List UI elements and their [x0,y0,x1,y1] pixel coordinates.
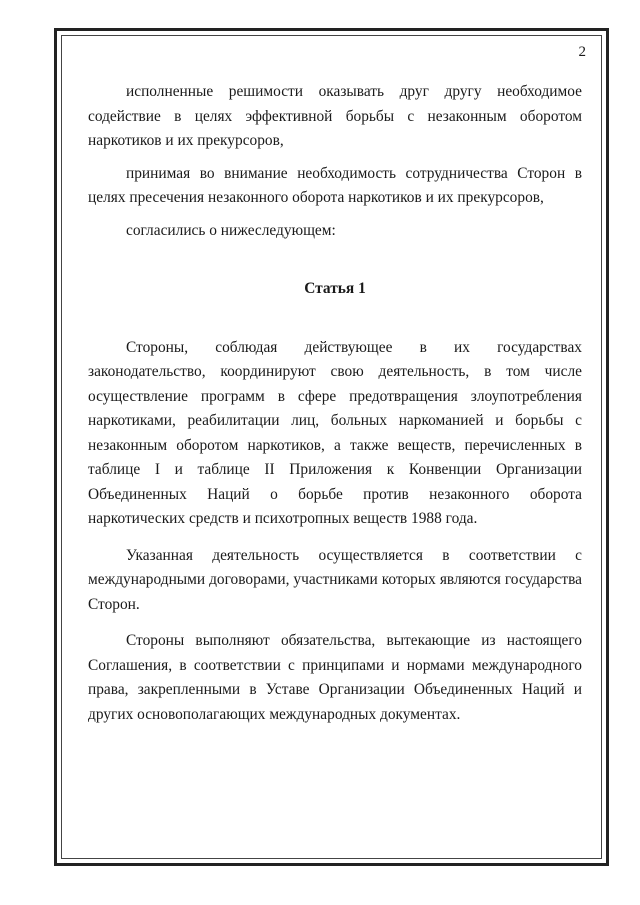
preamble-paragraph: согласились о нижеследующем: [126,221,336,239]
page-number: 2 [578,44,586,60]
preamble-paragraph: принимая во внимание необходимость сотрудничества Сторон в целях пресечения незаконного оборота наркотиков и их прекурсоров, [88,164,582,206]
document-body [88,80,582,727]
preamble-paragraph: исполненные решимости оказывать друг другу необходимое содействие в целях эффективной борьбы с незаконным оборотом наркотиков и их прекурсоров, [88,83,582,149]
article-title: Статья 1 [304,280,366,297]
article-paragraph: Стороны выполняют обязательства, вытекающие из настоящего Соглашения, в соответствии с принципами и нормами международного права, закрепленными в Уставе Организации Объединенных Наций и других основополагающих международных документах. [88,632,582,723]
article-paragraph: Стороны, соблюдая действующее в их государствах законодательство, координируют свою деятельность, в том числе осуществление программ в сфере предотвращения злоупотребления наркотиками, реабилитации лиц, больных наркоманией и борьбы с незаконным оборотом наркотиков, а также веществ, перечисленных в таблице I и таблице II Приложения к Конвенции Организации Объединенных Наций о борьбе против незаконного оборота наркотических средств и психотропных веществ 1988 года. [88,338,582,527]
article-paragraph: Указанная деятельность осуществляется в соответствии с международными договорами, участниками которых являются государства Сторон. [88,546,582,613]
